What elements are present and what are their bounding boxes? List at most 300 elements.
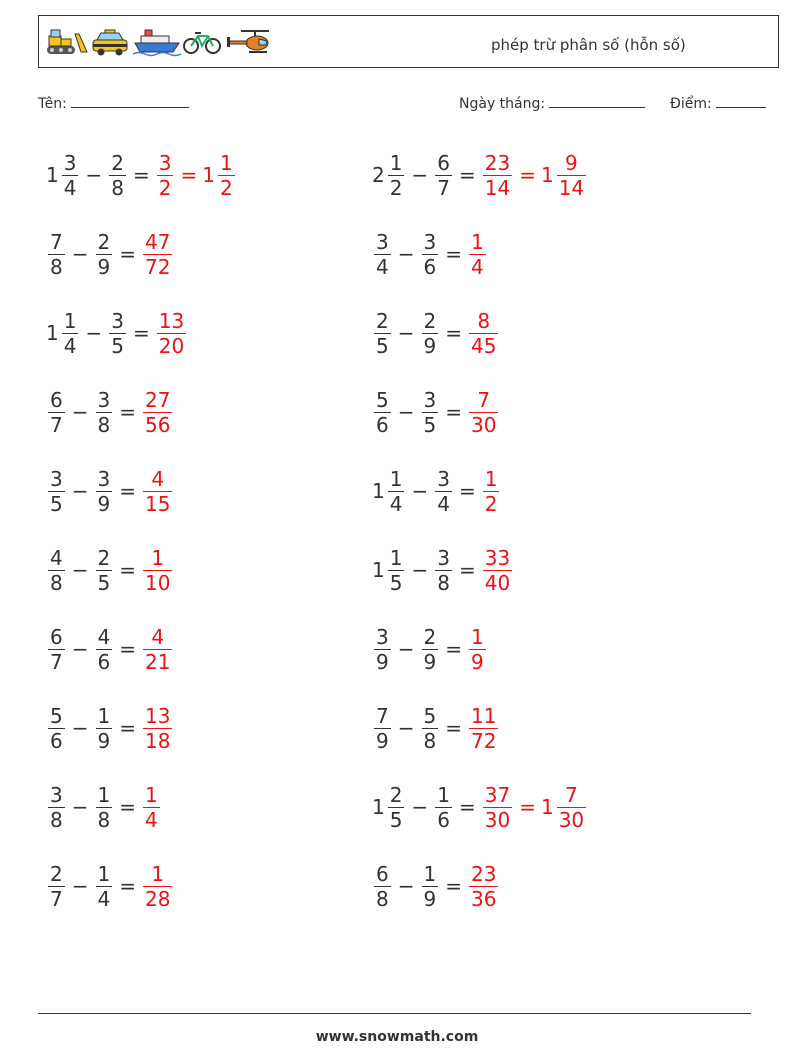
- denominator: 7: [50, 886, 63, 911]
- equals-sign: =: [519, 795, 536, 819]
- numerator: 7: [477, 387, 491, 412]
- problem-row: [372, 145, 588, 205]
- denominator: 5: [376, 333, 389, 358]
- numerator: 6: [376, 861, 389, 886]
- fraction: [374, 388, 391, 437]
- mixed-number: [372, 309, 393, 358]
- denominator: 5: [50, 491, 63, 516]
- denominator: 21: [145, 649, 171, 674]
- score-label: Điểm:: [670, 96, 712, 112]
- fraction: [469, 862, 498, 911]
- equals-sign: =: [119, 558, 136, 582]
- helicopter-icon: [227, 30, 269, 52]
- whole-part: 1: [372, 558, 385, 582]
- equals-sign: =: [458, 163, 476, 187]
- problem-row: [372, 777, 588, 837]
- mixed-number: [46, 546, 67, 595]
- denominator: 72: [145, 254, 171, 279]
- minus-sign: −: [397, 321, 415, 345]
- equals-sign: =: [119, 795, 136, 819]
- denominator: 7: [50, 412, 63, 437]
- minus-sign: −: [71, 479, 89, 503]
- numerator: 2: [376, 308, 389, 333]
- numerator: 1: [437, 782, 450, 807]
- numerator: 1: [97, 861, 111, 886]
- denominator: 30: [471, 412, 497, 437]
- problem-row: [46, 619, 174, 679]
- fraction: [374, 862, 391, 911]
- numerator: 3: [376, 624, 389, 649]
- fraction: [483, 546, 512, 595]
- equals-sign: =: [119, 479, 136, 503]
- denominator: 6: [97, 649, 111, 674]
- numerator: 3: [423, 387, 437, 412]
- mixed-number: [46, 862, 67, 911]
- problem-row: [46, 303, 188, 363]
- denominator: 9: [471, 649, 484, 674]
- numerator: 1: [471, 229, 484, 254]
- numerator: 9: [565, 150, 578, 175]
- fraction: [48, 467, 65, 516]
- fraction: [469, 388, 498, 437]
- denominator: 30: [558, 807, 585, 832]
- mixed-number: [46, 388, 67, 437]
- minus-sign: −: [85, 321, 103, 345]
- mixed-number: [372, 862, 393, 911]
- score-blank[interactable]: [716, 94, 766, 108]
- fraction: [469, 230, 486, 279]
- whole-part: 2: [372, 163, 385, 187]
- denominator: 9: [97, 254, 111, 279]
- mixed-number: [141, 625, 174, 674]
- fraction: [422, 862, 439, 911]
- mixed-number: [141, 388, 174, 437]
- fraction: [469, 309, 498, 358]
- numerator: 5: [423, 703, 437, 728]
- numerator: 6: [50, 624, 63, 649]
- problem-row: [46, 382, 174, 442]
- date-blank[interactable]: [549, 94, 645, 108]
- denominator: 30: [484, 807, 511, 832]
- mixed-number: [94, 467, 115, 516]
- mixed-number: [420, 704, 441, 753]
- equals-sign: =: [445, 242, 462, 266]
- minus-sign: −: [411, 163, 429, 187]
- fraction: [143, 704, 172, 753]
- numerator: 8: [477, 308, 491, 333]
- fraction: [143, 467, 172, 516]
- minus-sign: −: [71, 795, 89, 819]
- mixed-number: [46, 230, 67, 279]
- fraction: [96, 388, 113, 437]
- mixed-number: [420, 388, 441, 437]
- numerator: 3: [423, 229, 437, 254]
- numerator: 1: [389, 150, 403, 175]
- denominator: 4: [63, 175, 77, 200]
- fraction: [48, 546, 65, 595]
- minus-sign: −: [71, 874, 89, 898]
- name-blank[interactable]: [71, 94, 189, 108]
- mixed-number: [481, 467, 502, 516]
- numerator: 23: [471, 861, 497, 886]
- problem-row: [372, 619, 488, 679]
- mixed-number: [372, 151, 406, 200]
- numerator: 7: [565, 782, 578, 807]
- mixed-number: [46, 625, 67, 674]
- numerator: 3: [97, 466, 111, 491]
- problem-row: [46, 777, 162, 837]
- mixed-number: [141, 467, 174, 516]
- denominator: 8: [437, 570, 450, 595]
- whole-part: 1: [372, 479, 385, 503]
- numerator: 2: [111, 150, 124, 175]
- denominator: 4: [97, 886, 111, 911]
- minus-sign: −: [411, 479, 429, 503]
- denominator: 4: [376, 254, 389, 279]
- numerator: 4: [97, 624, 111, 649]
- fraction: [96, 230, 113, 279]
- minus-sign: −: [397, 637, 415, 661]
- problem-row: [372, 382, 500, 442]
- fraction: [143, 230, 172, 279]
- equals-sign: =: [119, 716, 136, 740]
- numerator: 1: [219, 150, 233, 175]
- date-label: Ngày tháng:: [459, 96, 546, 112]
- mixed-number: [372, 388, 393, 437]
- fraction: [143, 625, 172, 674]
- mixed-number: [107, 309, 128, 358]
- equals-sign: =: [458, 479, 476, 503]
- denominator: 6: [376, 412, 389, 437]
- mixed-number: [46, 467, 67, 516]
- numerator: 1: [389, 545, 403, 570]
- numerator: 1: [151, 545, 165, 570]
- numerator: 33: [484, 545, 511, 570]
- fraction: [422, 309, 439, 358]
- denominator: 9: [376, 728, 389, 753]
- numerator: 5: [50, 703, 63, 728]
- minus-sign: −: [397, 242, 415, 266]
- problem-row: [372, 856, 500, 916]
- fraction: [374, 230, 391, 279]
- problem-row: [372, 224, 488, 284]
- denominator: 6: [423, 254, 437, 279]
- fraction: [435, 546, 452, 595]
- mixed-number: [433, 151, 454, 200]
- fraction: [157, 309, 186, 358]
- ship-icon: [133, 30, 181, 56]
- equals-sign: =: [445, 321, 462, 345]
- fraction: [469, 625, 486, 674]
- mixed-number: [467, 862, 500, 911]
- denominator: 2: [389, 175, 403, 200]
- equals-sign: =: [458, 795, 476, 819]
- denominator: 9: [97, 728, 111, 753]
- numerator: 23: [484, 150, 511, 175]
- numerator: 2: [97, 545, 111, 570]
- mixed-number: [467, 388, 500, 437]
- mixed-number: [94, 862, 115, 911]
- equals-sign: =: [119, 242, 136, 266]
- minus-sign: −: [71, 242, 89, 266]
- bulldozer-icon: [47, 30, 87, 54]
- mixed-number: [46, 151, 80, 200]
- denominator: 15: [145, 491, 171, 516]
- numerator: 3: [50, 782, 63, 807]
- denominator: 2: [219, 175, 233, 200]
- whole-part: 1: [540, 795, 554, 819]
- fraction: [483, 467, 500, 516]
- whole-part: 1: [202, 163, 215, 187]
- problem-row: [372, 540, 514, 600]
- denominator: 6: [50, 728, 63, 753]
- fraction: [96, 862, 113, 911]
- denominator: 4: [471, 254, 484, 279]
- denominator: 5: [111, 333, 124, 358]
- mixed-number: [94, 704, 115, 753]
- minus-sign: −: [411, 795, 429, 819]
- fraction: [143, 546, 172, 595]
- numerator: 3: [111, 308, 124, 333]
- mixed-number: [202, 151, 236, 200]
- mixed-number: [541, 151, 588, 200]
- problem-row: [46, 145, 237, 205]
- denominator: 56: [145, 412, 171, 437]
- fraction: [483, 151, 512, 200]
- mixed-number: [94, 230, 115, 279]
- mixed-number: [467, 704, 500, 753]
- whole-part: 1: [540, 163, 554, 187]
- equals-sign: =: [519, 163, 536, 187]
- problem-row: [46, 461, 174, 521]
- fraction: [157, 151, 174, 200]
- mixed-number: [433, 546, 454, 595]
- fraction: [96, 467, 113, 516]
- denominator: 6: [437, 807, 450, 832]
- denominator: 72: [471, 728, 497, 753]
- denominator: 7: [50, 649, 63, 674]
- name-label: Tên:: [38, 96, 67, 112]
- fraction: [143, 783, 160, 832]
- numerator: 1: [97, 782, 111, 807]
- mixed-number: [155, 151, 176, 200]
- numerator: 11: [471, 703, 497, 728]
- fraction: [218, 151, 235, 200]
- denominator: 10: [145, 570, 171, 595]
- fraction: [469, 704, 498, 753]
- fraction: [388, 783, 405, 832]
- mixed-number: [433, 783, 454, 832]
- denominator: 7: [437, 175, 450, 200]
- mixed-number: [420, 309, 441, 358]
- fraction: [96, 625, 113, 674]
- mixed-number: [541, 783, 588, 832]
- numerator: 6: [50, 387, 63, 412]
- mixed-number: [372, 625, 393, 674]
- denominator: 5: [389, 570, 403, 595]
- numerator: 27: [145, 387, 171, 412]
- taxi-icon: [93, 30, 127, 56]
- whole-part: 1: [46, 321, 59, 345]
- fraction: [422, 625, 439, 674]
- fraction: [483, 783, 512, 832]
- numerator: 1: [471, 624, 484, 649]
- denominator: 8: [423, 728, 437, 753]
- denominator: 5: [389, 807, 403, 832]
- numerator: 2: [97, 229, 111, 254]
- date-field: [459, 94, 645, 112]
- numerator: 3: [97, 387, 111, 412]
- fraction: [435, 467, 452, 516]
- denominator: 2: [158, 175, 172, 200]
- numerator: 2: [50, 861, 63, 886]
- denominator: 18: [145, 728, 171, 753]
- mixed-number: [467, 625, 488, 674]
- whole-part: 1: [372, 795, 385, 819]
- footer-divider: [38, 1013, 751, 1014]
- denominator: 8: [50, 254, 63, 279]
- equals-sign: =: [119, 400, 136, 424]
- minus-sign: −: [85, 163, 103, 187]
- fraction: [435, 151, 452, 200]
- numerator: 3: [437, 466, 450, 491]
- denominator: 9: [423, 649, 437, 674]
- numerator: 1: [97, 703, 111, 728]
- vehicle-icons: [45, 26, 275, 58]
- fraction: [62, 309, 79, 358]
- minus-sign: −: [71, 400, 89, 424]
- denominator: 14: [558, 175, 585, 200]
- denominator: 4: [145, 807, 158, 832]
- numerator: 5: [376, 387, 389, 412]
- numerator: 4: [50, 545, 63, 570]
- numerator: 1: [145, 782, 158, 807]
- mixed-number: [372, 467, 406, 516]
- denominator: 4: [437, 491, 450, 516]
- denominator: 5: [97, 570, 111, 595]
- denominator: 45: [471, 333, 497, 358]
- mixed-number: [94, 388, 115, 437]
- problem-row: [46, 540, 174, 600]
- denominator: 9: [423, 333, 437, 358]
- mixed-number: [107, 151, 128, 200]
- equals-sign: =: [119, 637, 136, 661]
- mixed-number: [420, 625, 441, 674]
- numerator: 2: [389, 782, 403, 807]
- numerator: 47: [145, 229, 171, 254]
- mixed-number: [94, 783, 115, 832]
- numerator: 3: [50, 466, 63, 491]
- denominator: 20: [158, 333, 185, 358]
- numerator: 4: [151, 466, 165, 491]
- numerator: 13: [158, 308, 185, 333]
- fraction: [422, 704, 439, 753]
- name-field: [38, 94, 189, 112]
- fraction: [48, 230, 65, 279]
- numerator: 3: [437, 545, 450, 570]
- fraction: [435, 783, 452, 832]
- fraction: [96, 783, 113, 832]
- numerator: 1: [63, 308, 77, 333]
- fraction: [422, 388, 439, 437]
- numerator: 1: [423, 861, 437, 886]
- numerator: 3: [63, 150, 77, 175]
- fraction: [143, 862, 172, 911]
- mixed-number: [481, 151, 514, 200]
- denominator: 28: [145, 886, 171, 911]
- fraction: [374, 625, 391, 674]
- numerator: 3: [158, 150, 172, 175]
- mixed-number: [46, 309, 80, 358]
- denominator: 8: [376, 886, 389, 911]
- denominator: 8: [50, 570, 63, 595]
- denominator: 40: [484, 570, 511, 595]
- fraction: [48, 783, 65, 832]
- fraction: [62, 151, 79, 200]
- equals-sign: =: [445, 874, 462, 898]
- numerator: 1: [151, 861, 165, 886]
- denominator: 2: [484, 491, 498, 516]
- denominator: 4: [389, 491, 403, 516]
- mixed-number: [141, 546, 174, 595]
- denominator: 9: [423, 886, 437, 911]
- mixed-number: [372, 546, 406, 595]
- fraction: [374, 309, 391, 358]
- mixed-number: [481, 546, 514, 595]
- problem-row: [46, 698, 174, 758]
- mixed-number: [481, 783, 514, 832]
- mixed-number: [46, 783, 67, 832]
- mixed-number: [155, 309, 188, 358]
- fraction: [143, 388, 172, 437]
- mixed-number: [467, 230, 488, 279]
- mixed-number: [46, 704, 67, 753]
- fraction: [557, 151, 586, 200]
- problem-row: [46, 856, 174, 916]
- mixed-number: [372, 783, 406, 832]
- denominator: 8: [97, 412, 111, 437]
- fraction: [422, 230, 439, 279]
- score-field: [670, 94, 766, 112]
- numerator: 2: [423, 624, 437, 649]
- mixed-number: [433, 467, 454, 516]
- minus-sign: −: [71, 716, 89, 740]
- fraction: [48, 388, 65, 437]
- denominator: 5: [423, 412, 437, 437]
- minus-sign: −: [397, 716, 415, 740]
- denominator: 8: [97, 807, 111, 832]
- whole-part: 1: [46, 163, 59, 187]
- mixed-number: [141, 862, 174, 911]
- denominator: 9: [376, 649, 389, 674]
- denominator: 36: [471, 886, 497, 911]
- numerator: 2: [423, 308, 437, 333]
- equals-sign: =: [445, 637, 462, 661]
- denominator: 8: [50, 807, 63, 832]
- equals-sign: =: [445, 716, 462, 740]
- fraction: [388, 151, 405, 200]
- fraction: [48, 625, 65, 674]
- minus-sign: −: [71, 637, 89, 661]
- denominator: 14: [484, 175, 511, 200]
- mixed-number: [420, 230, 441, 279]
- mixed-number: [372, 230, 393, 279]
- worksheet-header: [38, 15, 779, 68]
- fraction: [48, 862, 65, 911]
- numerator: 6: [437, 150, 450, 175]
- problem-row: [46, 224, 174, 284]
- mixed-number: [372, 704, 393, 753]
